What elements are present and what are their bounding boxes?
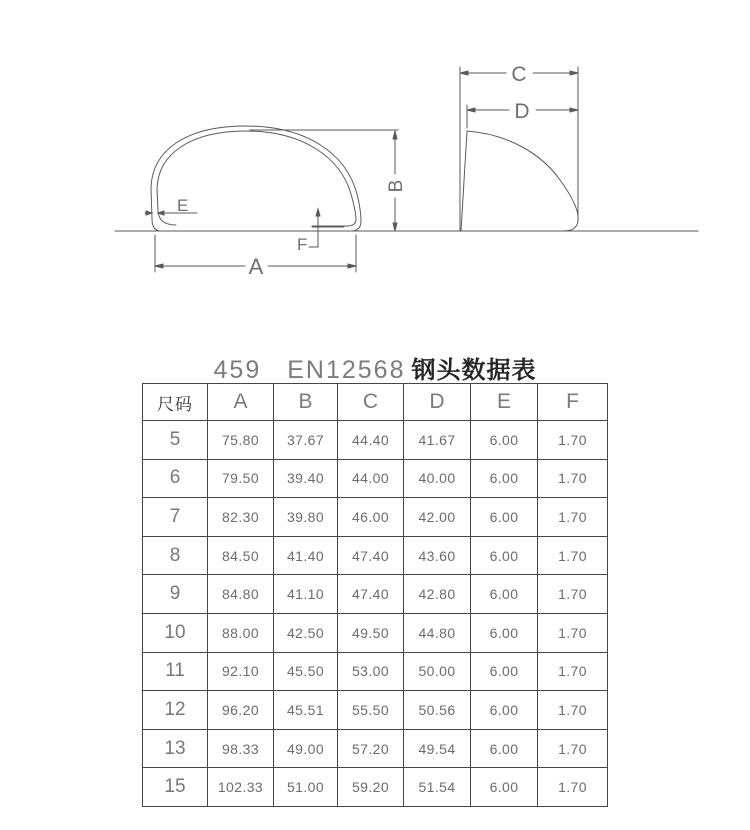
table-cell: 1.70	[538, 768, 608, 807]
dim-E	[145, 211, 197, 215]
table-cell: 47.40	[338, 536, 404, 575]
dim-label-D: D	[514, 100, 530, 123]
table-cell: 41.40	[274, 536, 338, 575]
table-cell: 1.70	[538, 536, 608, 575]
table-cell: 37.67	[274, 421, 338, 460]
table-cell: 1.70	[538, 652, 608, 691]
table-cell: 88.00	[208, 613, 274, 652]
size-cell: 5	[143, 421, 208, 460]
size-cell: 11	[143, 652, 208, 691]
dim-label-C: C	[511, 63, 527, 86]
table-cell: 75.80	[208, 421, 274, 460]
column-header-c: C	[338, 384, 404, 421]
table-header-row	[143, 384, 608, 421]
column-header-d: D	[404, 384, 471, 421]
table-cell: 1.70	[538, 729, 608, 768]
dim-label-F: F	[297, 235, 308, 254]
table-cell: 6.00	[471, 652, 538, 691]
table-cell: 49.50	[338, 613, 404, 652]
table-cell: 40.00	[404, 459, 471, 498]
title-code: 459	[213, 356, 262, 384]
table-cell: 84.80	[208, 575, 274, 614]
table-cell: 49.00	[274, 729, 338, 768]
dim-label-B: B	[386, 179, 407, 193]
size-cell: 9	[143, 575, 208, 614]
table-cell: 45.51	[274, 691, 338, 730]
table-cell: 96.20	[208, 691, 274, 730]
table-cell: 6.00	[471, 613, 538, 652]
side-view-outline	[461, 131, 578, 231]
table-cell: 59.20	[338, 768, 404, 807]
table-cell: 47.40	[338, 575, 404, 614]
table-cell: 41.67	[404, 421, 471, 460]
table-cell: 45.50	[274, 652, 338, 691]
table-cell: 92.10	[208, 652, 274, 691]
table-cell: 39.40	[274, 459, 338, 498]
technical-drawing	[0, 0, 750, 310]
front-view-outer-outline	[151, 126, 361, 231]
table-cell: 44.40	[338, 421, 404, 460]
column-header-size: 尺码	[143, 384, 208, 421]
table-row	[143, 459, 608, 498]
table-cell: 6.00	[471, 421, 538, 460]
table-row	[143, 613, 608, 652]
table-row	[143, 575, 608, 614]
table-row	[143, 729, 608, 768]
table-row	[143, 652, 608, 691]
side-view-drawing	[460, 67, 578, 231]
table-cell: 6.00	[471, 459, 538, 498]
table-cell: 6.00	[471, 575, 538, 614]
title-standard: EN12568	[287, 356, 406, 384]
table-cell: 41.10	[274, 575, 338, 614]
size-cell: 13	[143, 729, 208, 768]
table-row	[143, 498, 608, 537]
size-cell: 10	[143, 613, 208, 652]
table-cell: 98.33	[208, 729, 274, 768]
table-cell: 1.70	[538, 613, 608, 652]
column-header-e: E	[471, 384, 538, 421]
table-cell: 51.54	[404, 768, 471, 807]
table-row	[143, 421, 608, 460]
table-cell: 6.00	[471, 768, 538, 807]
column-header-b: B	[274, 384, 338, 421]
size-cell: 15	[143, 768, 208, 807]
table-cell: 44.80	[404, 613, 471, 652]
table-cell: 6.00	[471, 536, 538, 575]
table-row	[143, 768, 608, 807]
dim-label-E: E	[177, 196, 189, 215]
table-cell: 6.00	[471, 691, 538, 730]
table-cell: 42.00	[404, 498, 471, 537]
column-header-a: A	[208, 384, 274, 421]
table-cell: 6.00	[471, 498, 538, 537]
title-name: 钢头数据表	[411, 357, 537, 384]
table-cell: 43.60	[404, 536, 471, 575]
table-cell: 1.70	[538, 421, 608, 460]
table-cell: 42.80	[404, 575, 471, 614]
table-cell: 55.50	[338, 691, 404, 730]
table-row	[143, 691, 608, 730]
table-cell: 39.80	[274, 498, 338, 537]
size-cell: 6	[143, 459, 208, 498]
table-cell: 6.00	[471, 729, 538, 768]
table-cell: 42.50	[274, 613, 338, 652]
table-row	[143, 536, 608, 575]
table-cell: 1.70	[538, 498, 608, 537]
table-cell: 1.70	[538, 691, 608, 730]
table-cell: 57.20	[338, 729, 404, 768]
table-cell: 79.50	[208, 459, 274, 498]
table-cell: 84.50	[208, 536, 274, 575]
table-cell: 46.00	[338, 498, 404, 537]
table-cell: 50.00	[404, 652, 471, 691]
column-header-f: F	[538, 384, 608, 421]
dim-F	[309, 209, 344, 247]
table-cell: 82.30	[208, 498, 274, 537]
dim-B	[250, 130, 398, 231]
table-cell: 49.54	[404, 729, 471, 768]
table-cell: 1.70	[538, 575, 608, 614]
spec-table	[142, 383, 608, 807]
dim-label-A: A	[248, 254, 264, 279]
size-cell: 7	[143, 498, 208, 537]
table-cell: 53.00	[338, 652, 404, 691]
table-cell: 50.56	[404, 691, 471, 730]
table-cell: 51.00	[274, 768, 338, 807]
size-cell: 8	[143, 536, 208, 575]
table-cell: 102.33	[208, 768, 274, 807]
table-title	[140, 350, 610, 385]
table-cell: 44.00	[338, 459, 404, 498]
table-cell: 1.70	[538, 459, 608, 498]
size-cell: 12	[143, 691, 208, 730]
